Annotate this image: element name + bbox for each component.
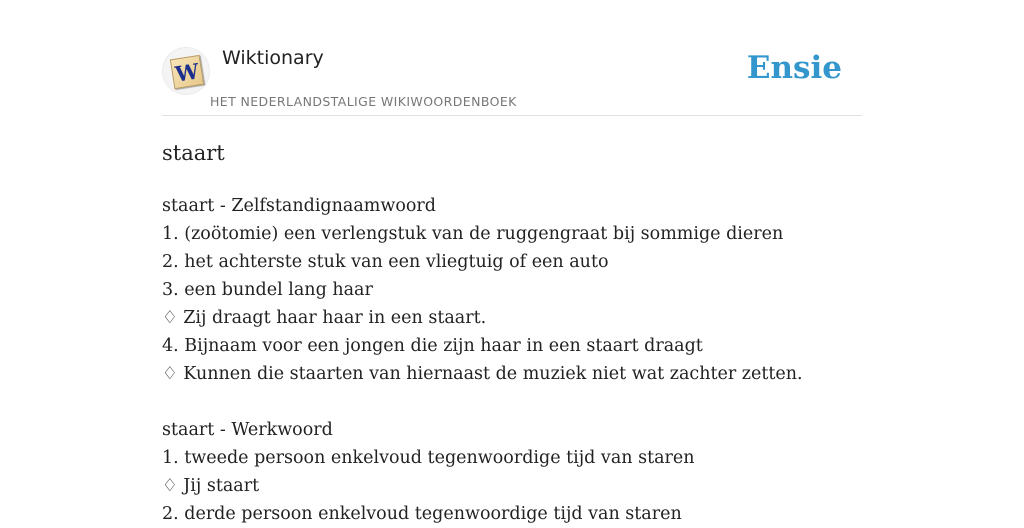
site-name[interactable]: Wiktionary	[222, 47, 324, 69]
brand-logo[interactable]: Ensie	[746, 50, 842, 86]
example-line: ♢ Zij draagt haar haar in een staart.	[162, 308, 487, 328]
site-header	[162, 44, 862, 116]
definition-line: 2. derde persoon enkelvoud tegenwoordige tijd van staren	[162, 504, 682, 524]
entry-title: staart	[162, 141, 225, 165]
definition-line: 1. (zoötomie) een verlengstuk van de ruggengraat bij sommige dieren	[162, 224, 784, 244]
w-tile-icon: W	[170, 55, 204, 89]
definition-line: 1. tweede persoon enkelvoud tegenwoordige tijd van staren	[162, 448, 695, 468]
example-line: ♢ Kunnen die staarten van hiernaast de muziek niet wat zachter zetten.	[162, 364, 803, 384]
wiktionary-logo[interactable]	[162, 47, 210, 95]
definition-line: 2. het achterste stuk van een vliegtuig of een auto	[162, 252, 609, 272]
entry-content	[162, 192, 862, 528]
definition-line: 3. een bundel lang haar	[162, 280, 373, 300]
example-line: ♢ Jij staart	[162, 476, 260, 496]
section-spacer	[162, 388, 862, 416]
section-heading-noun: staart - Zelfstandignaamwoord	[162, 196, 436, 216]
definition-line: 4. Bijnaam voor een jongen die zijn haar in een staart draagt	[162, 336, 703, 356]
site-tagline: HET NEDERLANDSTALIGE WIKIWOORDENBOEK	[210, 94, 517, 109]
section-heading-verb: staart - Werkwoord	[162, 420, 333, 440]
